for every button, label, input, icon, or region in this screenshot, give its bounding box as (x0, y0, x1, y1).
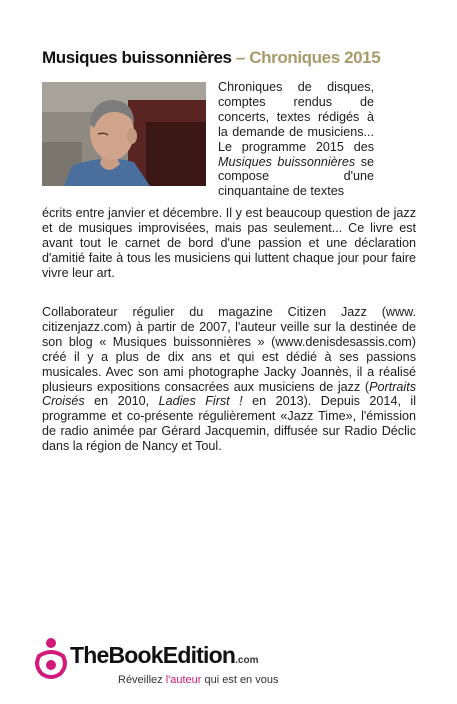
bio-text-b: en 2010, (84, 394, 159, 409)
intro-text-b: se compose d'une cinquantaine de textes (218, 154, 374, 199)
title-separator: – (231, 48, 250, 67)
title-subtitle: Chroniques 2015 (249, 48, 381, 67)
publisher-logo (32, 636, 312, 686)
tagline-highlight: l'auteur (165, 674, 202, 686)
tagline-b: qui est en vous (201, 674, 279, 686)
bio-text-c: en 2013). Depuis 2014, il programme et co-présente régulièrement «Jazz Time», l'émission de radio animée par Gérard Jacquemin, diffusée sur Radio Déclic dans la région de Nancy et Toul. (42, 394, 417, 454)
intro-paragraph-top (218, 80, 374, 199)
publisher-name (70, 642, 258, 669)
title-main: Musiques buissonnières (42, 48, 232, 67)
author-photo (42, 82, 206, 186)
bio-italic-1: Portraits Croisés (42, 379, 416, 409)
bio-text-a: Collaborateur régulier du magazine Citizen Jazz (www. citizenjazz.com) à partir de 2007, l'auteur veille sur la destinée de son blog « Musiques buissonnières » (www.denisdesassis.com) créé il y a plus de dix ans et qui est dédié à ses passions musicales. Avec son ami photographe Jacky Joannès, il a réalisé plusieurs expositions consacrées aux musiciens de jazz ( (42, 305, 416, 394)
publisher-tagline (118, 674, 278, 686)
intro-italic-title: Musiques buissonnières (218, 154, 356, 169)
publisher-mark-icon (32, 636, 70, 680)
intro-text-a: Chroniques de disques, comptes rendus de concerts, textes rédigés à la demande de musiciens... Le programme 2015 des (218, 80, 374, 154)
book-title (42, 48, 422, 68)
bio-italic-2: Ladies First ! (158, 394, 243, 409)
tagline-a: Réveillez (118, 674, 166, 686)
publisher-brand: TheBookEdition (70, 642, 236, 668)
intro-paragraph-rest: écrits entre janvier et décembre. Il y est beaucoup question de jazz et de musiques improvisées, mais pas seulement... Ce livre est avant tout le carnet de bord d'une passion et une déclaration d'amitié faite à tous les musiciens qui luttent chaque jour pour faire vivre leur art. (42, 206, 416, 280)
publisher-suffix: .com (235, 655, 259, 666)
bio-paragraph (42, 305, 416, 454)
